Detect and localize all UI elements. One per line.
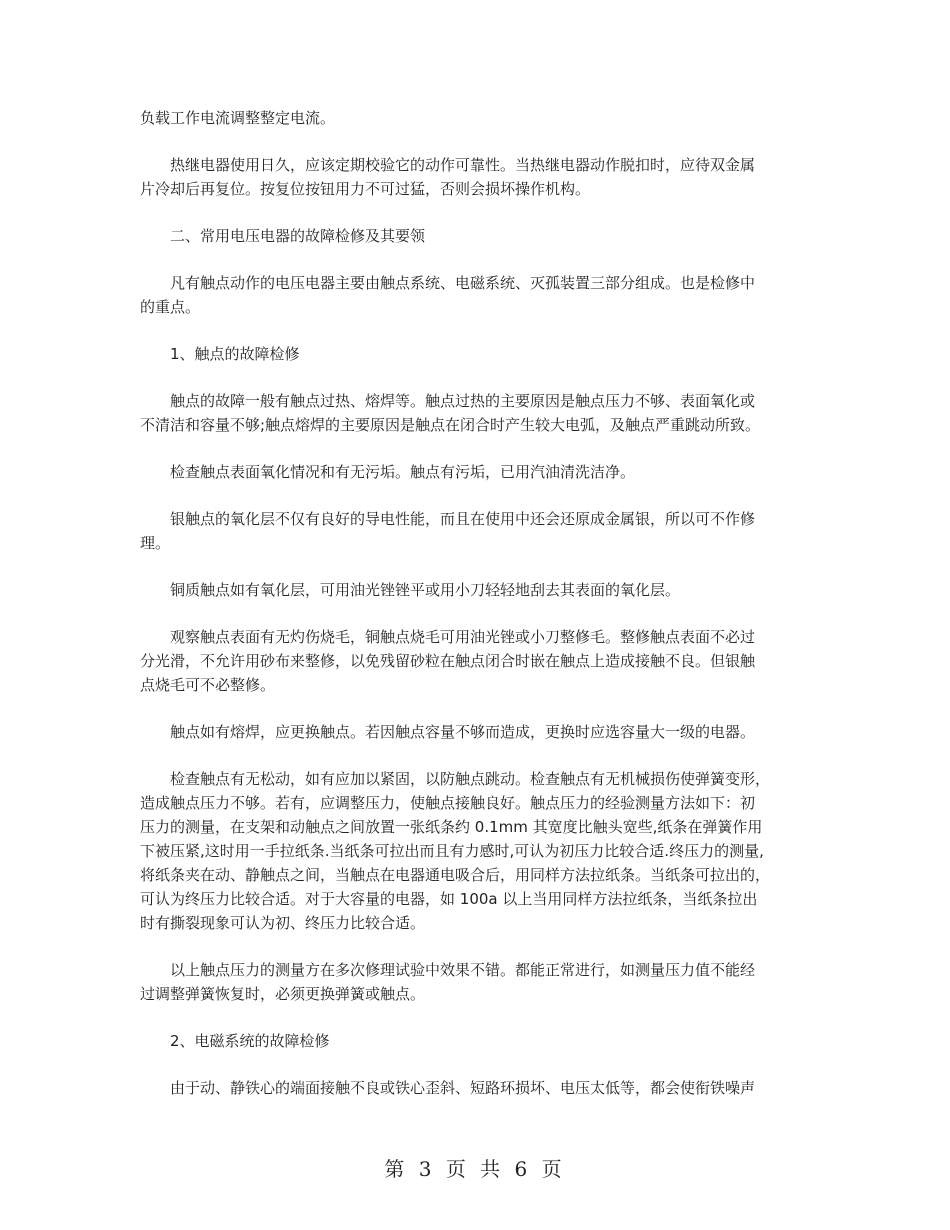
paragraph-line: 理。	[140, 534, 171, 552]
paragraph	[140, 460, 812, 484]
paragraph-line: 触点的故障一般有触点过热、熔焊等。触点过热的主要原因是触点压力不够、表面氧化或	[170, 392, 756, 410]
paragraph	[140, 153, 812, 201]
paragraph-line: 触点如有熔焊，应更换触点。若因触点容量不够而造成，更换时应选容量大一级的电器。	[170, 723, 756, 741]
paragraph	[140, 1076, 812, 1100]
paragraph-line: 片冷却后再复位。按复位按钮用力不可过猛，否则会损坏操作机构。	[140, 180, 591, 198]
paragraph-line: 过调整弹簧恢复时，必须更换弹簧或触点。	[140, 985, 426, 1003]
paragraph-line: 铜质触点如有氧化层，可用油光锉锉平或用小刀轻轻地刮去其表面的氧化层。	[170, 581, 681, 599]
page-footer: 第 3 页 共 6 页	[384, 1157, 566, 1181]
paragraph	[140, 625, 812, 697]
paragraph-line: 2、电磁系统的故障检修	[170, 1032, 330, 1050]
paragraph-line: 时有撕裂现象可认为初、终压力比较合适。	[140, 914, 426, 932]
paragraph-line: 热继电器使用日久，应该定期校验它的动作可靠性。当热继电器动作脱扣时，应待双金属	[170, 156, 756, 174]
paragraph-line: 由于动、静铁心的端面接触不良或铁心歪斜、短路环损坏、电压太低等，都会使衔铁噪声	[170, 1079, 756, 1097]
paragraph	[140, 1029, 812, 1053]
paragraph-line: 可认为终压力比较合适。对于大容量的电器，如 100a 以上当用同样方法拉纸条，当纸条拉出	[140, 890, 758, 908]
paragraph-line: 检查触点表面氧化情况和有无污垢。触点有污垢，已用汽油清洗洁净。	[170, 463, 636, 481]
paragraph-line: 观察触点表面有无灼伤烧毛，铜触点烧毛可用油光锉或小刀整修毛。整修触点表面不必过	[170, 628, 756, 646]
paragraph	[140, 389, 812, 437]
paragraph	[140, 767, 812, 935]
paragraph	[140, 271, 812, 319]
paragraph	[140, 720, 812, 744]
paragraph-line: 凡有触点动作的电压电器主要由触点系统、电磁系统、灭孤装置三部分组成。也是检修中	[170, 274, 756, 292]
paragraph	[140, 224, 812, 248]
paragraph-line: 1、触点的故障检修	[170, 345, 300, 363]
paragraph-line: 分光滑，不允许用砂布来整修，以免残留砂粒在触点闭合时嵌在触点上造成接触不良。但银触	[140, 652, 756, 670]
paragraph	[140, 342, 812, 366]
paragraph-line: 检查触点有无松动，如有应加以紧固，以防触点跳动。检查触点有无机械损伤使弹簧变形，	[170, 770, 771, 788]
paragraph-line: 下被压紧,这时用一手拉纸条.当纸条可拉出而且有力感时,可认为初压力比较合适.终压力的测量,	[140, 842, 764, 860]
paragraph-line: 造成触点压力不够。若有，应调整压力，使触点接触良好。触点压力的经验测量方法如下：初	[140, 794, 756, 812]
paragraph-line: 以上触点压力的测量方在多次修理试验中效果不错。都能正常进行，如测量压力值不能经	[170, 961, 756, 979]
paragraph-line: 二、常用电压电器的故障检修及其要领	[170, 227, 426, 245]
paragraph-line: 将纸条夹在动、静触点之间，当触点在电器通电吸合后，用同样方法拉纸条。当纸条可拉出的，	[140, 866, 771, 884]
paragraph	[140, 958, 812, 1006]
paragraph	[140, 106, 812, 130]
paragraph	[140, 578, 812, 602]
document-body	[140, 106, 812, 1123]
paragraph-line: 的重点。	[140, 298, 201, 316]
paragraph-line: 不清洁和容量不够;触点熔焊的主要原因是触点在闭合时产生较大电弧，及触点严重跳动所致。	[140, 416, 761, 434]
paragraph-line: 压力的测量，在支架和动触点之间放置一张纸条约 0.1mm 其宽度比触头宽些,纸条在弹簧作用	[140, 818, 763, 836]
paragraph-line: 负载工作电流调整整定电流。	[140, 109, 336, 127]
paragraph-line: 点烧毛可不必整修。	[140, 676, 276, 694]
paragraph	[140, 507, 812, 555]
paragraph-line: 银触点的氧化层不仅有良好的导电性能，而且在使用中还会还原成金属银，所以可不作修	[170, 510, 756, 528]
